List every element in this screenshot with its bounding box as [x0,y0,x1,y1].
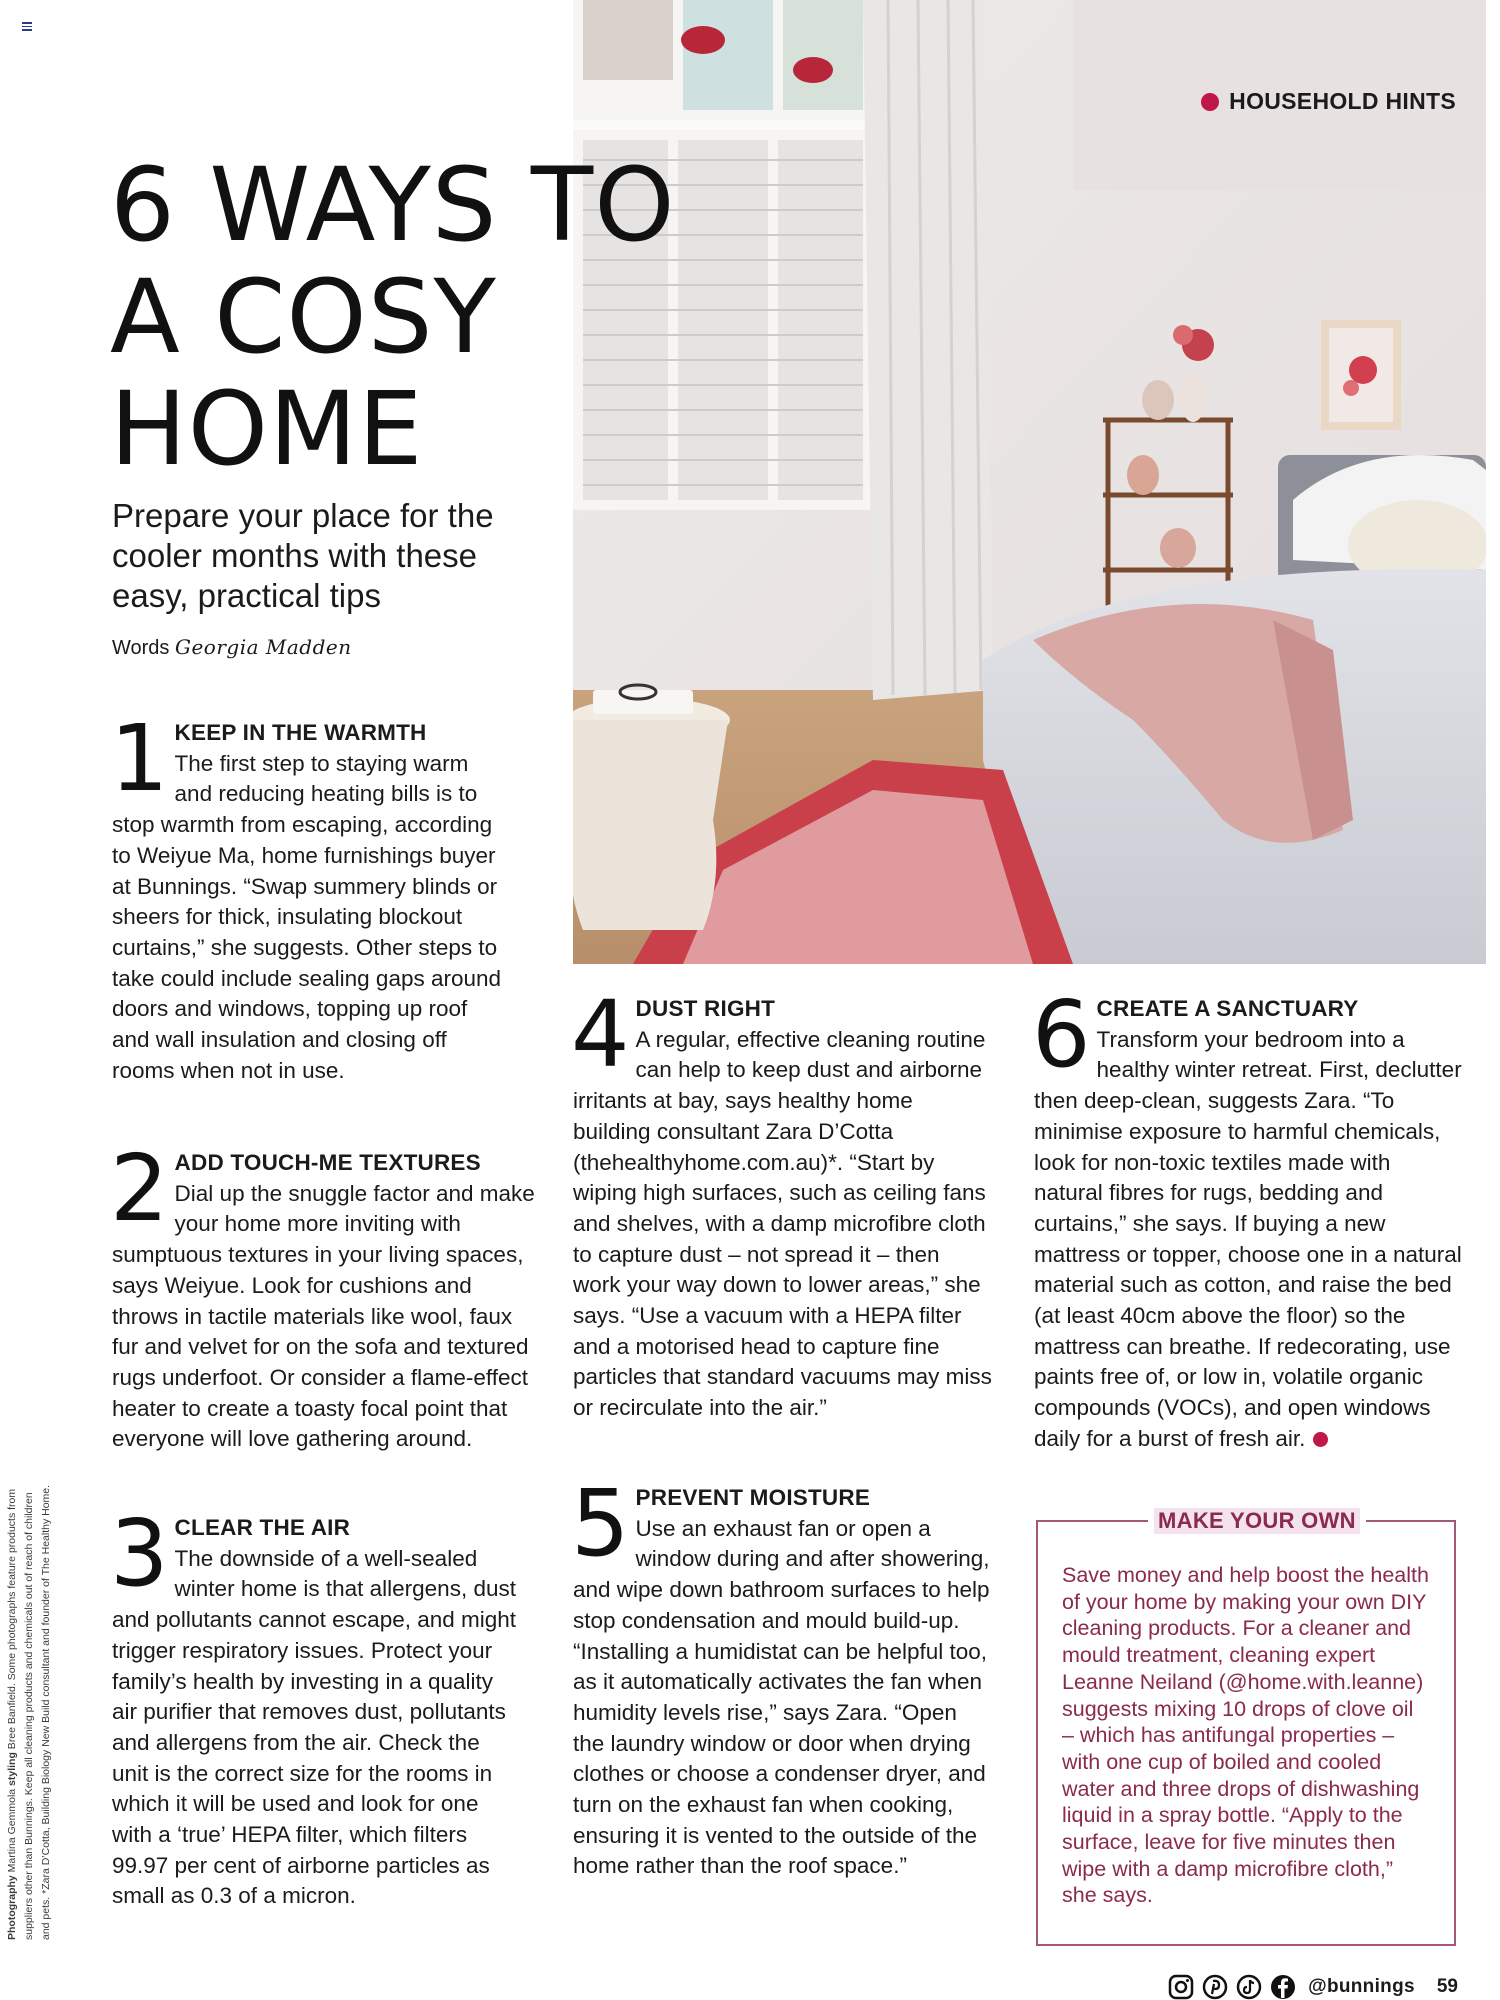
title-line: 6 WAYS TO [110,146,676,265]
tip-title: CLEAR THE AIR [174,1515,351,1540]
tip-number: 3 [110,1500,169,1607]
tip-5 [571,1470,993,1882]
pinterest-icon[interactable] [1202,1974,1228,2000]
tip-number: 5 [571,1470,630,1577]
standfirst: Prepare your place for the cooler months with these easy, practical tips [112,497,494,614]
section-tag [1201,88,1456,115]
photo-credits [4,1480,55,1940]
tip-body: Dial up the snuggle factor and make your home more inviting with sumptuous textures in your living spaces, says Weiyue. Look for cushions and throws in tactile materials like wool, faux fur and velvet for on the sofa and textured rugs underfoot. Or consider a flame-effect heater to create a toasty focal point that everyone will love gathering around. [112,1180,535,1452]
corner-mark [22,22,32,31]
sidebar-heading [1148,1508,1366,1534]
sidebar-box [1036,1508,1456,1946]
credit-value: Martina Gemmola [6,1788,18,1873]
title-line: A COSY [110,258,497,377]
tip-body: A regular, effective cleaning routine can help to keep dust and airborne irritants at bay, says healthy home building consultant Zara D’Cotta (thehealthyhome.com.au)*. “Start by wiping high surfaces, such as ceiling fans and shelves, with a damp microfibre cloth to capture dust – not spread it – then work your way down to lower areas,” she says. “Use a vacuum with a HEPA filter and a motorised head to capture fine particles that standard vacuums may miss or recirculate into the air.” [573,1026,992,1421]
tip-6 [1032,981,1464,1455]
tip-title: KEEP IN THE WARMTH [174,720,427,745]
footer [1168,1974,1458,2000]
tiktok-icon[interactable] [1236,1974,1262,2000]
tip-body: Transform your bedroom into a healthy winter retreat. First, declutter then deep-clean, suggests Zara. “To minimise exposure to harmful chemicals, look for non-toxic textiles made with natural fibres for rugs, bedding and curtains,” she says. If buying a new mattress or topper, choose one in a natural material such as cotton, and raise the bed (at least 40cm above the floor) so the mattress can breathe. If redecorating, use paints free of, or low in, volatile organic compounds (VOCs), and open windows daily for a burst of fresh air. [1034,1026,1462,1451]
bullet-dot [1201,93,1219,111]
byline-label: Words [112,637,170,659]
byline-author: Georgia Madden [174,635,352,659]
credit-label: styling [6,1752,18,1786]
instagram-icon[interactable] [1168,1974,1194,2000]
tip-2 [110,1135,542,1455]
facebook-icon[interactable] [1270,1974,1296,2000]
page-number: 59 [1436,1976,1458,1997]
tip-body: Use an exhaust fan or open a window during and after showering, and wipe down bathroom surfaces to help stop condensation and mould build-up. “Installing a humidistat can be helpful too, as it automatically activates the fan when humidity levels rise,” says Zara. “Open the laundry window or door when drying clothes or choose a condenser dryer, and turn on the exhaust fan when cooking, ensuring it is vented to the outside of the home rather than the roof space.” [573,1515,990,1879]
tip-number: 2 [110,1135,169,1242]
end-mark-dot [1313,1432,1328,1447]
tip-title: DUST RIGHT [635,996,776,1021]
tip-title: PREVENT MOISTURE [635,1485,871,1510]
credit-value: Bree Banfield. Some photographs feature products from suppliers other than Bunnings. Keep all cleaning products and chemicals out of reach of children and pets. *Zara D’Cotta, Building Biology New Build consultant and founder of The Healthy Home. [6,1484,52,1940]
sidebar-text: Save money and help boost the health of your home by making your own DIY cleaning products. For a cleaner and mould treatment, cleaning expert Leanne Neiland (@home.with.leanne) suggests mixing 10 drops of clove oil – which has antifungal properties – with one cup of boiled and cooled water and three drops of dishwashing liquid in a spray bottle. “Apply to the surface, leave for five minutes then wipe with a damp microfibre cloth,” she says. [1062,1563,1429,1908]
tip-4 [571,981,993,1424]
title-line: HOME [110,370,424,489]
tip-number: 6 [1032,981,1091,1088]
tip-body: The first step to staying warm and reducing heating bills is to stop warmth from escaping, according to Weiyue Ma, home furnishings buyer at Bunnings. “Swap summery blinds or sheers for thick, insulating blockout curtains,” she suggests. Other steps to take could include sealing gaps around doors and windows, topping up roof and wall insulation and closing off rooms when not in use. [112,750,502,1083]
byline [112,635,352,660]
tip-number: 1 [110,705,169,812]
sidebar-heading-label: MAKE YOUR OWN [1154,1508,1360,1534]
social-handle[interactable]: @bunnings [1308,1976,1415,1997]
tip-title: ADD TOUCH-ME TEXTURES [174,1150,481,1175]
tip-title: CREATE A SANCTUARY [1096,996,1359,1021]
tip-number: 4 [571,981,630,1088]
credit-label: Photography [6,1875,18,1940]
section-tag-label: HOUSEHOLD HINTS [1229,88,1456,114]
tip-3 [110,1500,522,1912]
tip-1 [110,705,502,1086]
tip-body: The downside of a well-sealed winter home is that allergens, dust and pollutants cannot escape, and might trigger respiratory issues. Protect your family’s health by investing in a quality air purifier that removes dust, pollutants and allergens from the air. Check the unit is the correct size for the rooms in which it will be used and look for one with a ‘true’ HEPA filter, which filters 99.97 per cent of airborne particles as small as 0.3 of a micron. [112,1545,517,1909]
page-title [110,146,730,489]
